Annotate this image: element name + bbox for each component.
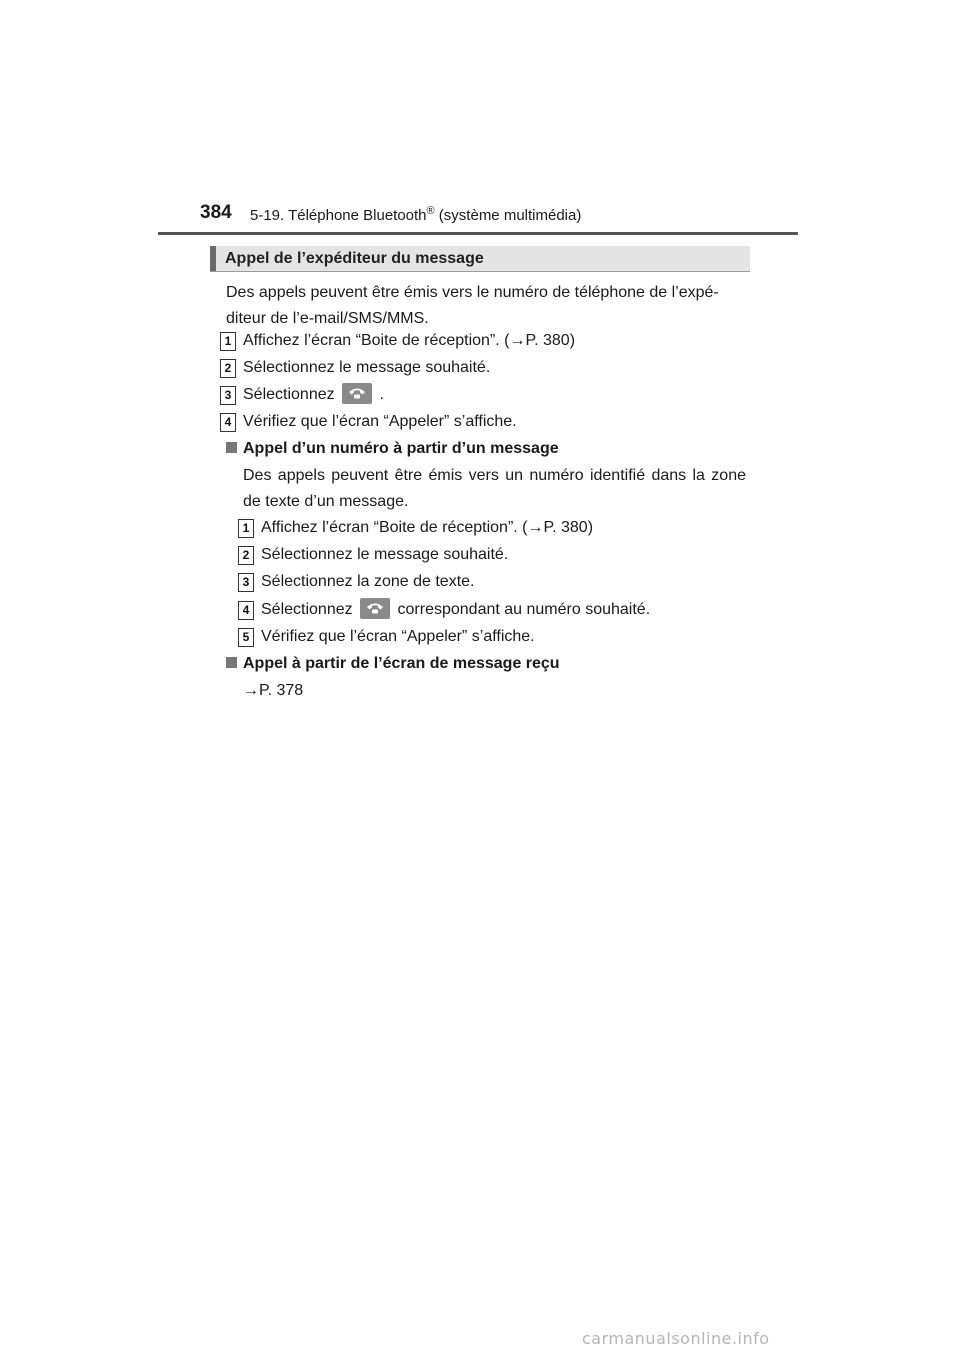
sub1-step-badge-5: 5 [238,628,254,647]
watermark: carmanualsonline.info [582,1329,770,1348]
sub1-step-text-2: Sélectionnez le message souhaité. [261,546,509,563]
sub1-step-text-3: Sélectionnez la zone de texte. [261,573,475,590]
page-number: 384 [200,202,232,223]
step-badge-3: 3 [220,386,236,405]
square-bullet-icon [226,657,237,668]
square-bullet-icon [226,442,237,453]
step-text-2: Sélectionnez le message souhaité. [243,359,491,376]
chapter-title-suffix: (système multimédia) [434,207,582,224]
sub1-step-text-4-after: correspondant au numéro souhaité. [397,601,651,618]
chapter-title [250,207,581,224]
sub1-step-badge-1: 1 [238,519,254,538]
sub1-step-text-5: Vérifiez que l’écran “Appeler” s’affiche. [261,628,535,645]
sub-heading-numero [226,440,559,458]
phone-icon [366,602,384,615]
section-intro-line-2: diteur de l’e-mail/SMS/MMS. [226,310,429,327]
sub1-step-text-4 [261,600,650,620]
header-rule [158,232,798,235]
sub1-step-text-1: Affichez l’écran “Boite de réception”. (→P. 380) [261,519,594,536]
chapter-title-prefix: 5-19. Téléphone Bluetooth [250,207,427,224]
page-reference-link[interactable]: →P. 378 [243,682,304,699]
registered-mark: ® [426,205,435,217]
phone-button[interactable] [360,598,390,619]
sub-heading-ecran-recu-text: Appel à partir de l’écran de message reçu [243,655,560,672]
step-text-3 [243,385,384,405]
step-badge-1: 1 [220,332,236,351]
step-text-3-before: Sélectionnez [243,386,335,403]
sub1-step-text-4-before: Sélectionnez [261,601,353,618]
phone-icon [348,387,366,400]
section-intro-line-1: Des appels peuvent être émis vers le numéro de téléphone de l’expé- [226,284,719,301]
sub1-step-badge-2: 2 [238,546,254,565]
section-title: Appel de l’expéditeur du message [225,250,484,267]
step-text-1: Affichez l’écran “Boite de réception”. (→P. 380) [243,332,576,349]
step-badge-4: 4 [220,413,236,432]
step-text-4: Vérifiez que l’écran “Appeler” s’affiche. [243,413,517,430]
phone-button[interactable] [342,383,372,404]
step-text-3-after: . [379,386,384,403]
step-badge-2: 2 [220,359,236,378]
sub-heading-ecran-recu [226,655,560,673]
sub1-step-badge-4: 4 [238,601,254,620]
section-header-bar [210,246,750,272]
sub1-step-badge-3: 3 [238,573,254,592]
sub1-intro: Des appels peuvent être émis vers un numéro identifié dans la zone de texte d’un message. [243,467,746,510]
sub-heading-numero-text: Appel d’un numéro à partir d’un message [243,440,559,457]
